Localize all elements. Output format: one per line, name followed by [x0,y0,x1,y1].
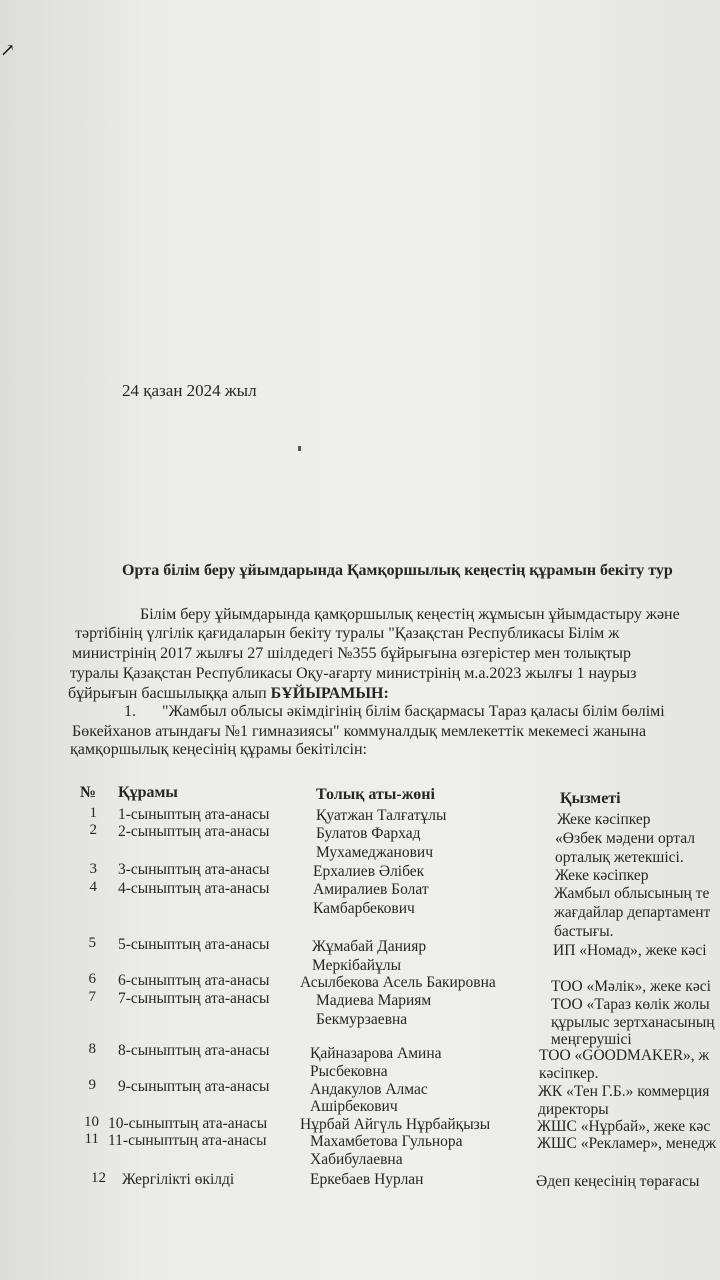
row-position: ЖШС «Нұрбай», жеке кәс [537,1118,711,1135]
row-position: ТОО «Мәлік», жеке кәсі [551,978,711,995]
row-name: Хабибулаевна [310,1151,403,1168]
row-number: 8 [88,1041,96,1057]
order-word: БҰЙЫРАМЫН: [270,685,389,702]
paragraph-line: министрінің 2017 жылғы 27 шілдедегі №355 бұйрығына өзгерістер мен толықтыр [72,645,631,662]
header-number: № [80,784,97,801]
row-name: Қайназарова Амина [310,1045,442,1062]
row-name: Амиралиев Болат [313,881,429,898]
paragraph-line: тәртібінің үлгілік қағидаларын бекіту туралы "Қазақстан Республикасы Білім ж [75,625,620,642]
row-name: Мухамеджанович [316,844,433,861]
header-name: Толық аты-жөні [316,786,435,803]
item-number: 1. [124,703,136,720]
row-role: Жергілікті өкілді [122,1171,235,1188]
row-position: ТОО «GOODMAKER», ж [539,1047,710,1064]
header-position: Қызметі [560,790,621,807]
row-role: 11-сыныптың ата-анасы [108,1132,267,1149]
row-number: 2 [89,822,97,838]
row-position: «Өзбек мәдени ортал [555,830,695,847]
paragraph-line [68,685,389,703]
row-name: Меркібайұлы [312,957,402,974]
row-position: ЖШС «Рекламер», менедж [537,1135,717,1152]
row-position: Әдеп кеңесінің төрағасы [536,1173,700,1190]
row-position: ИП «Номад», жеке кәсі [553,942,707,959]
row-number: 3 [89,861,97,877]
row-role: 2-сыныптың ата-анасы [118,823,270,840]
item-line: қамқоршылық кеңесінің құрамы бекітілсін: [70,741,367,758]
row-role: 6-сыныптың ата-анасы [118,972,270,989]
document-title: Орта білім беру ұйымдарында Қамқоршылық кеңестің құрамын бекіту тур [122,562,673,579]
item-line: "Жамбыл облысы әкімдігінің білім басқармасы Тараз қаласы білім бөлімі [162,703,665,720]
paragraph-line: Білім беру ұйымдарында қамқоршылық кеңестің жұмысын ұйымдастыру және [140,606,680,623]
row-position: жағдайлар департамент [554,904,711,921]
row-role: 5-сыныптың ата-анасы [118,936,270,953]
row-role: 1-сыныптың ата-анасы [118,806,270,823]
row-role: 10-сыныптың ата-анасы [108,1115,268,1132]
row-position: құрылыс зертханасының [551,1014,715,1031]
header-role: Құрамы [118,784,178,801]
row-name: Бекмурзаевна [316,1011,408,1028]
row-position: Жеке кәсіпкер [557,811,651,828]
item-line: Бөкейханов атындағы №1 гимназиясы" коммуналдық мемлекеттік мекемесі жанына [72,723,647,740]
row-number: 11 [84,1131,99,1147]
row-number: 9 [88,1077,96,1093]
row-name: Андакулов Алмас [310,1081,428,1098]
row-role: 8-сыныптың ата-анасы [118,1042,270,1059]
row-position: ТОО «Тараз көлік жолы [551,996,710,1013]
row-name: Камбарбекович [313,900,415,917]
row-name: Жұмабай Данияр [312,938,427,955]
row-name: Мадиева Мариям [316,992,432,1009]
paragraph-text: бұйрығын басшылыққа алып [68,685,267,702]
row-position: Жеке кәсіпкер [555,867,649,884]
ink-dot [298,446,301,451]
row-name: Рысбековна [310,1063,388,1080]
row-position: бастығы. [554,923,614,940]
row-name: Асылбекова Асель Бакировна [300,974,496,991]
row-number: 10 [84,1114,99,1130]
row-number: 6 [88,971,96,987]
row-name: Еркебаев Нурлан [310,1171,424,1188]
row-number: 4 [89,879,97,895]
row-number: 5 [88,935,96,951]
row-role: 9-сыныптың ата-анасы [118,1078,270,1095]
corner-mark: ↗ [0,40,16,60]
row-name: Ерхалиев Әлібек [313,863,425,880]
row-position: ЖК «Тен Г.Б.» коммерция [538,1083,710,1100]
row-position: директоры [538,1101,609,1118]
row-number: 1 [89,805,97,821]
row-role: 7-сыныптың ата-анасы [118,990,270,1007]
row-number: 7 [88,989,96,1005]
row-position: кәсіпкер. [539,1065,599,1082]
row-role: 3-сыныптың ата-анасы [118,861,270,878]
row-position: Жамбыл облысының те [554,885,710,902]
document-date: 24 қазан 2024 жыл [122,381,257,400]
row-role: 4-сыныптың ата-анасы [118,880,270,897]
row-number: 12 [91,1170,106,1186]
row-name: Қуатжан Талғатұлы [316,807,447,824]
row-name: Нұрбай Айгүль Нұрбайқызы [300,1116,491,1133]
row-name: Булатов Фархад [316,825,421,842]
row-name: Ашірбекович [310,1098,398,1115]
paragraph-line: туралы Қазақстан Республикасы Оқу-ағарту министрінің м.а.2023 жылғы 1 наурыз [70,665,637,682]
row-position: орталық жетекшісі. [555,849,684,866]
row-position: меңгерушісі [551,1031,632,1048]
row-name: Махамбетова Гульнора [310,1133,463,1150]
